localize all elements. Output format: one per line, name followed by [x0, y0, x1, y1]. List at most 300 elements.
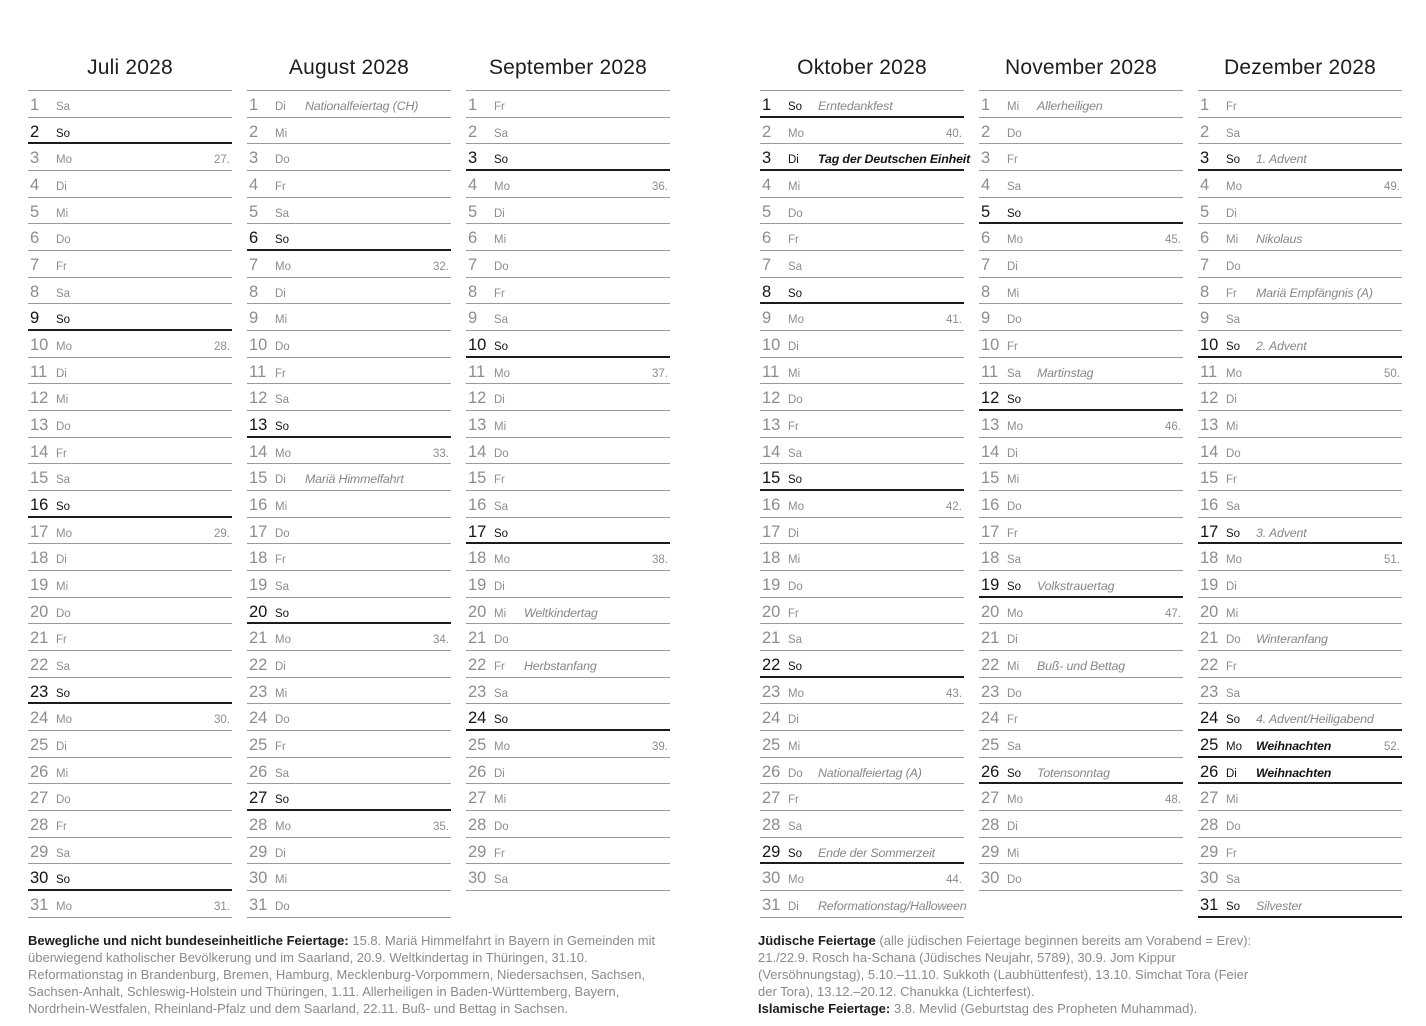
day-row — [28, 864, 232, 891]
day-number: 10 — [249, 336, 268, 355]
weekday-label: So — [1007, 767, 1022, 780]
weekday-label: So — [1226, 341, 1241, 354]
weekday-label: Mo — [494, 554, 510, 567]
day-row — [247, 624, 451, 651]
day-row — [466, 438, 670, 465]
day-row — [979, 331, 1183, 358]
weekday-label: So — [1226, 901, 1241, 914]
holiday-label: Mariä Himmelfahrt — [305, 472, 404, 487]
day-number: 20 — [468, 602, 487, 621]
day-row — [466, 758, 670, 785]
weekday-label: Sa — [1007, 367, 1022, 380]
week-number: 49. — [1384, 181, 1400, 194]
weekday-label: Sa — [1226, 127, 1241, 140]
day-row — [979, 251, 1183, 278]
footnote-paragraph — [758, 1001, 1263, 1018]
day-number: 7 — [1200, 256, 1210, 275]
day-number: 28 — [762, 816, 781, 835]
weekday-label: Mi — [275, 314, 288, 327]
weekday-label: Do — [1007, 874, 1022, 887]
weekday-label: Fr — [494, 287, 505, 300]
day-row — [247, 731, 451, 758]
weekday-label: So — [275, 234, 290, 247]
weekday-label: Do — [788, 581, 803, 594]
day-number: 9 — [981, 309, 991, 328]
week-number: 43. — [946, 687, 962, 700]
day-row — [28, 91, 232, 118]
day-number: 23 — [30, 682, 49, 701]
weekday-label: Fr — [1226, 101, 1237, 113]
day-row — [760, 544, 964, 571]
weekday-label: Mo — [788, 501, 804, 514]
day-row — [979, 704, 1183, 731]
day-row — [247, 678, 451, 705]
day-number: 6 — [762, 229, 772, 248]
weekday-label: Fr — [788, 794, 799, 807]
day-row — [979, 118, 1183, 145]
day-number: 3 — [468, 149, 478, 168]
day-row — [979, 411, 1183, 438]
weekday-label: So — [1226, 154, 1241, 167]
day-number: 21 — [249, 629, 268, 648]
day-row — [760, 384, 964, 411]
day-row — [979, 838, 1183, 865]
day-number: 1 — [249, 96, 259, 114]
month-grid — [1198, 90, 1402, 918]
day-number: 13 — [981, 416, 1000, 435]
holiday-label: Martinstag — [1037, 365, 1094, 380]
day-number: 11 — [468, 362, 486, 381]
weekday-label: So — [275, 421, 290, 434]
month-grid — [28, 90, 232, 918]
day-number: 11 — [249, 362, 267, 381]
weekday-label: Mi — [788, 741, 801, 754]
day-row — [979, 198, 1183, 225]
day-row — [466, 811, 670, 838]
day-row — [28, 358, 232, 385]
day-number: 27 — [762, 789, 781, 808]
weekday-label: Sa — [494, 127, 509, 140]
holiday-label: Reformationstag/Halloween — [818, 899, 967, 914]
weekday-label: Mo — [1226, 741, 1242, 754]
day-row — [979, 278, 1183, 305]
day-number: 15 — [249, 469, 268, 488]
day-row — [979, 624, 1183, 651]
day-number: 8 — [249, 282, 259, 301]
day-row — [760, 571, 964, 598]
day-row — [247, 704, 451, 731]
day-row — [466, 704, 670, 731]
weekday-label: Sa — [1007, 554, 1022, 567]
day-number: 28 — [249, 816, 268, 835]
day-number: 23 — [1200, 682, 1219, 701]
day-number: 21 — [981, 629, 1000, 648]
weekday-label: Mi — [494, 421, 507, 434]
weekday-label: Di — [56, 181, 67, 194]
weekday-label: Di — [494, 767, 505, 780]
day-number: 11 — [1200, 362, 1218, 381]
day-row — [1198, 491, 1402, 518]
day-row — [247, 864, 451, 891]
day-row — [760, 624, 964, 651]
day-number: 6 — [981, 229, 991, 248]
day-number: 3 — [30, 149, 40, 168]
week-number: 29. — [214, 527, 230, 540]
holiday-label: Weihnachten — [1256, 739, 1332, 754]
week-number: 31. — [214, 901, 230, 914]
weekday-label: So — [56, 127, 71, 140]
day-number: 26 — [249, 762, 268, 781]
day-row — [247, 384, 451, 411]
day-number: 27 — [1200, 789, 1219, 808]
month-column-oktober — [760, 52, 971, 918]
holiday-label: Nikolaus — [1256, 232, 1303, 247]
weekday-label: Sa — [275, 581, 290, 594]
footnote-religious-holidays — [758, 933, 1263, 1018]
day-number: 4 — [468, 176, 478, 195]
day-row — [1198, 678, 1402, 705]
day-row — [466, 838, 670, 865]
day-number: 29 — [249, 842, 268, 861]
day-number: 31 — [762, 896, 781, 915]
weekday-label: Di — [275, 847, 286, 860]
weekday-label: Fr — [788, 234, 799, 247]
week-number: 42. — [946, 501, 962, 514]
weekday-label: Di — [1007, 634, 1018, 647]
weekday-label: Fr — [788, 421, 799, 434]
holiday-label: 3. Advent — [1256, 525, 1307, 540]
weekday-label: So — [788, 101, 803, 113]
day-row — [760, 678, 964, 705]
day-row — [760, 704, 964, 731]
holiday-label: Tag der Deutschen Einheit — [818, 152, 971, 167]
weekday-label: Mo — [788, 314, 804, 327]
month-title: Oktober 2028 — [797, 56, 927, 79]
day-row — [760, 144, 971, 171]
weekday-label: Di — [1226, 581, 1237, 594]
weekday-label: So — [1007, 394, 1022, 407]
weekday-label: Do — [494, 821, 509, 834]
day-number: 26 — [1200, 762, 1219, 781]
day-row — [247, 598, 451, 625]
weekday-label: Fr — [56, 821, 67, 834]
weekday-label: Mi — [494, 794, 507, 807]
day-number: 8 — [468, 282, 478, 301]
holiday-label: Weltkindertag — [524, 605, 598, 620]
day-row — [979, 464, 1183, 491]
day-row — [247, 464, 451, 491]
day-row — [466, 198, 670, 225]
day-row — [247, 891, 451, 918]
footnote-paragraph — [758, 933, 1263, 1001]
day-number: 31 — [30, 896, 49, 915]
day-number: 12 — [468, 389, 487, 408]
day-row — [28, 384, 232, 411]
day-number: 16 — [1200, 496, 1219, 515]
day-row — [466, 118, 670, 145]
day-number: 21 — [30, 629, 49, 648]
weekday-label: Do — [1226, 634, 1241, 647]
weekday-label: Do — [1007, 687, 1022, 700]
day-number: 27 — [981, 789, 1000, 808]
day-number: 25 — [30, 736, 49, 755]
weekday-label: Do — [56, 234, 71, 247]
day-number: 1 — [762, 96, 772, 114]
day-row — [28, 171, 232, 198]
day-number: 30 — [1200, 869, 1219, 888]
day-number: 17 — [762, 522, 781, 541]
month-column-dezember — [1198, 52, 1402, 918]
day-row — [979, 758, 1183, 785]
weekday-label: Fr — [1007, 341, 1018, 354]
weekday-label: Mo — [788, 874, 804, 887]
day-row — [1198, 331, 1402, 358]
day-number: 20 — [1200, 602, 1219, 621]
week-number: 46. — [1165, 421, 1181, 434]
day-number: 20 — [981, 602, 1000, 621]
weekday-label: Di — [494, 207, 505, 220]
day-number: 19 — [30, 576, 49, 595]
day-row — [1198, 571, 1402, 598]
day-row — [28, 678, 232, 705]
day-number: 25 — [981, 736, 1000, 755]
week-number: 47. — [1165, 607, 1181, 620]
day-number: 28 — [981, 816, 1000, 835]
holiday-label: Buß- und Bettag — [1037, 659, 1125, 674]
footnote-heading: Bewegliche und nicht bundeseinheitliche Feiertage: — [28, 933, 349, 948]
day-row — [28, 518, 232, 545]
day-row — [28, 624, 232, 651]
day-number: 15 — [981, 469, 1000, 488]
day-row — [1198, 731, 1402, 758]
weekday-label: Mi — [1226, 794, 1239, 807]
day-number: 18 — [249, 549, 268, 568]
week-number: 35. — [433, 821, 449, 834]
day-number: 6 — [468, 229, 478, 248]
day-row — [1198, 784, 1402, 811]
day-row — [979, 171, 1183, 198]
weekday-label: Sa — [494, 687, 509, 700]
day-number: 3 — [249, 149, 259, 168]
day-number: 24 — [1200, 709, 1219, 728]
weekday-label: Fr — [1226, 287, 1237, 300]
day-number: 6 — [1200, 229, 1210, 248]
day-number: 7 — [30, 256, 40, 275]
day-row — [979, 224, 1183, 251]
day-row — [1198, 118, 1402, 145]
day-number: 24 — [981, 709, 1000, 728]
day-number: 13 — [762, 416, 781, 435]
week-number: 38. — [652, 554, 668, 567]
day-row — [28, 704, 232, 731]
day-number: 23 — [468, 682, 487, 701]
day-row — [28, 464, 232, 491]
holiday-label: Nationalfeiertag (CH) — [305, 99, 419, 113]
weekday-label: So — [1007, 207, 1022, 220]
day-row — [28, 491, 232, 518]
day-number: 16 — [468, 496, 487, 515]
weekday-label: Di — [788, 901, 799, 914]
day-number: 3 — [762, 149, 772, 168]
day-number: 17 — [30, 522, 49, 541]
weekday-label: Mo — [1007, 794, 1023, 807]
weekday-label: So — [56, 314, 71, 327]
day-number: 27 — [30, 789, 49, 808]
weekday-label: Mo — [275, 634, 291, 647]
weekday-label: Mo — [788, 127, 804, 140]
holiday-label: Weihnachten — [1256, 765, 1332, 780]
day-number: 6 — [249, 229, 259, 248]
weekday-label: So — [1226, 527, 1241, 540]
day-row — [466, 598, 670, 625]
weekday-label: Do — [275, 714, 290, 727]
day-number: 1 — [1200, 96, 1210, 114]
weekday-label: Mo — [1007, 421, 1023, 434]
day-row — [760, 784, 964, 811]
weekday-label: Mo — [56, 341, 72, 354]
day-number: 22 — [981, 656, 1000, 675]
day-number: 22 — [468, 656, 487, 675]
day-row — [247, 438, 451, 465]
weekday-label: Mi — [788, 181, 801, 194]
day-number: 8 — [1200, 282, 1210, 301]
day-number: 16 — [30, 496, 49, 515]
week-number: 44. — [946, 874, 962, 887]
weekday-label: Sa — [494, 501, 509, 514]
weekday-label: Fr — [494, 847, 505, 860]
day-number: 12 — [30, 389, 49, 408]
day-row — [979, 544, 1183, 571]
day-number: 26 — [30, 762, 49, 781]
weekday-label: Mo — [1007, 607, 1023, 620]
day-number: 28 — [1200, 816, 1219, 835]
weekday-label: Do — [1007, 127, 1022, 140]
day-row — [466, 251, 670, 278]
holiday-label: Erntedankfest — [818, 99, 893, 113]
day-number: 5 — [1200, 202, 1210, 221]
weekday-label: Fr — [1007, 527, 1018, 540]
weekday-label: Fr — [494, 101, 505, 113]
day-number: 5 — [30, 202, 40, 221]
week-number: 40. — [946, 127, 962, 140]
weekday-label: Mi — [1226, 421, 1239, 434]
day-row — [1198, 358, 1402, 385]
day-number: 23 — [981, 682, 1000, 701]
weekday-label: Di — [275, 101, 286, 113]
day-row — [466, 491, 670, 518]
week-number: 33. — [433, 447, 449, 460]
day-row — [247, 651, 451, 678]
weekday-label: Mi — [1007, 847, 1020, 860]
weekday-label: Mo — [1226, 367, 1242, 380]
weekday-label: Fr — [1226, 474, 1237, 487]
month-column-juli — [28, 52, 232, 918]
day-number: 22 — [30, 656, 49, 675]
day-number: 24 — [30, 709, 49, 728]
weekday-label: Do — [275, 341, 290, 354]
weekday-label: Do — [788, 394, 803, 407]
day-row — [247, 838, 451, 865]
day-row — [979, 438, 1183, 465]
day-row — [247, 118, 451, 145]
day-number: 27 — [249, 789, 268, 808]
day-number: 15 — [468, 469, 487, 488]
day-row — [466, 624, 670, 651]
day-row — [1198, 704, 1402, 731]
day-number: 29 — [762, 842, 781, 861]
day-row — [466, 864, 670, 891]
day-number: 2 — [30, 122, 40, 141]
day-number: 24 — [762, 709, 781, 728]
day-row — [760, 598, 964, 625]
day-number: 1 — [981, 96, 991, 114]
weekday-label: Di — [1007, 821, 1018, 834]
day-row — [466, 304, 670, 331]
day-number: 28 — [30, 816, 49, 835]
weekday-label: Mi — [494, 607, 507, 620]
day-number: 10 — [981, 336, 1000, 355]
day-number: 19 — [762, 576, 781, 595]
weekday-label: Do — [494, 447, 509, 460]
day-number: 26 — [762, 762, 781, 781]
day-row — [760, 731, 964, 758]
day-row — [28, 118, 232, 145]
day-row — [28, 331, 232, 358]
day-number: 30 — [981, 869, 1000, 888]
weekday-label: Do — [1007, 314, 1022, 327]
day-number: 5 — [468, 202, 478, 221]
weekday-label: Mo — [1226, 554, 1242, 567]
day-row — [28, 758, 232, 785]
weekday-label: Mi — [275, 127, 288, 140]
weekday-label: Do — [494, 261, 509, 274]
day-number: 9 — [468, 309, 478, 328]
weekday-label: Fr — [56, 634, 67, 647]
day-number: 14 — [30, 442, 49, 461]
weekday-label: Mo — [275, 261, 291, 274]
weekday-label: Mi — [275, 501, 288, 514]
weekday-label: Mi — [275, 874, 288, 887]
weekday-label: Di — [788, 527, 799, 540]
day-row — [760, 491, 964, 518]
day-number: 3 — [981, 149, 991, 168]
day-row — [28, 224, 232, 251]
weekday-label: Sa — [788, 447, 803, 460]
day-row — [466, 731, 670, 758]
weekday-label: Fr — [1007, 154, 1018, 167]
footnote-heading: Islamische Feiertage: — [758, 1000, 891, 1016]
day-row — [1198, 384, 1402, 411]
day-number: 16 — [762, 496, 781, 515]
day-row — [466, 331, 670, 358]
weekday-label: Mi — [56, 207, 69, 220]
day-number: 14 — [468, 442, 487, 461]
week-number: 32. — [433, 261, 449, 274]
weekday-label: Fr — [494, 661, 505, 674]
day-row — [1198, 278, 1402, 305]
weekday-label: Mi — [788, 367, 801, 380]
day-row — [28, 784, 232, 811]
day-number: 30 — [468, 869, 487, 888]
footnote-text: (alle jüdischen Feiertage beginnen bereits am Vorabend = Erev): 21./22.9. Rosch ha-Schana (Jüdisches Neujahr, 5789), 30.9. Jom Kippur (Versöhnungstag), 5.10.–11.10. Sukkoth (Laubhüttenfest), 13.10. Simchat Tora (Feier der Tora), 13.12.–20.12. Chanukka (Lichterfest). — [758, 933, 1252, 999]
weekday-label: Mi — [788, 554, 801, 567]
day-row — [247, 544, 451, 571]
weekday-label: Do — [56, 607, 71, 620]
month-column-september — [466, 52, 670, 918]
day-row — [1198, 891, 1402, 918]
holiday-label: Winteranfang — [1256, 632, 1328, 647]
day-row — [760, 438, 964, 465]
